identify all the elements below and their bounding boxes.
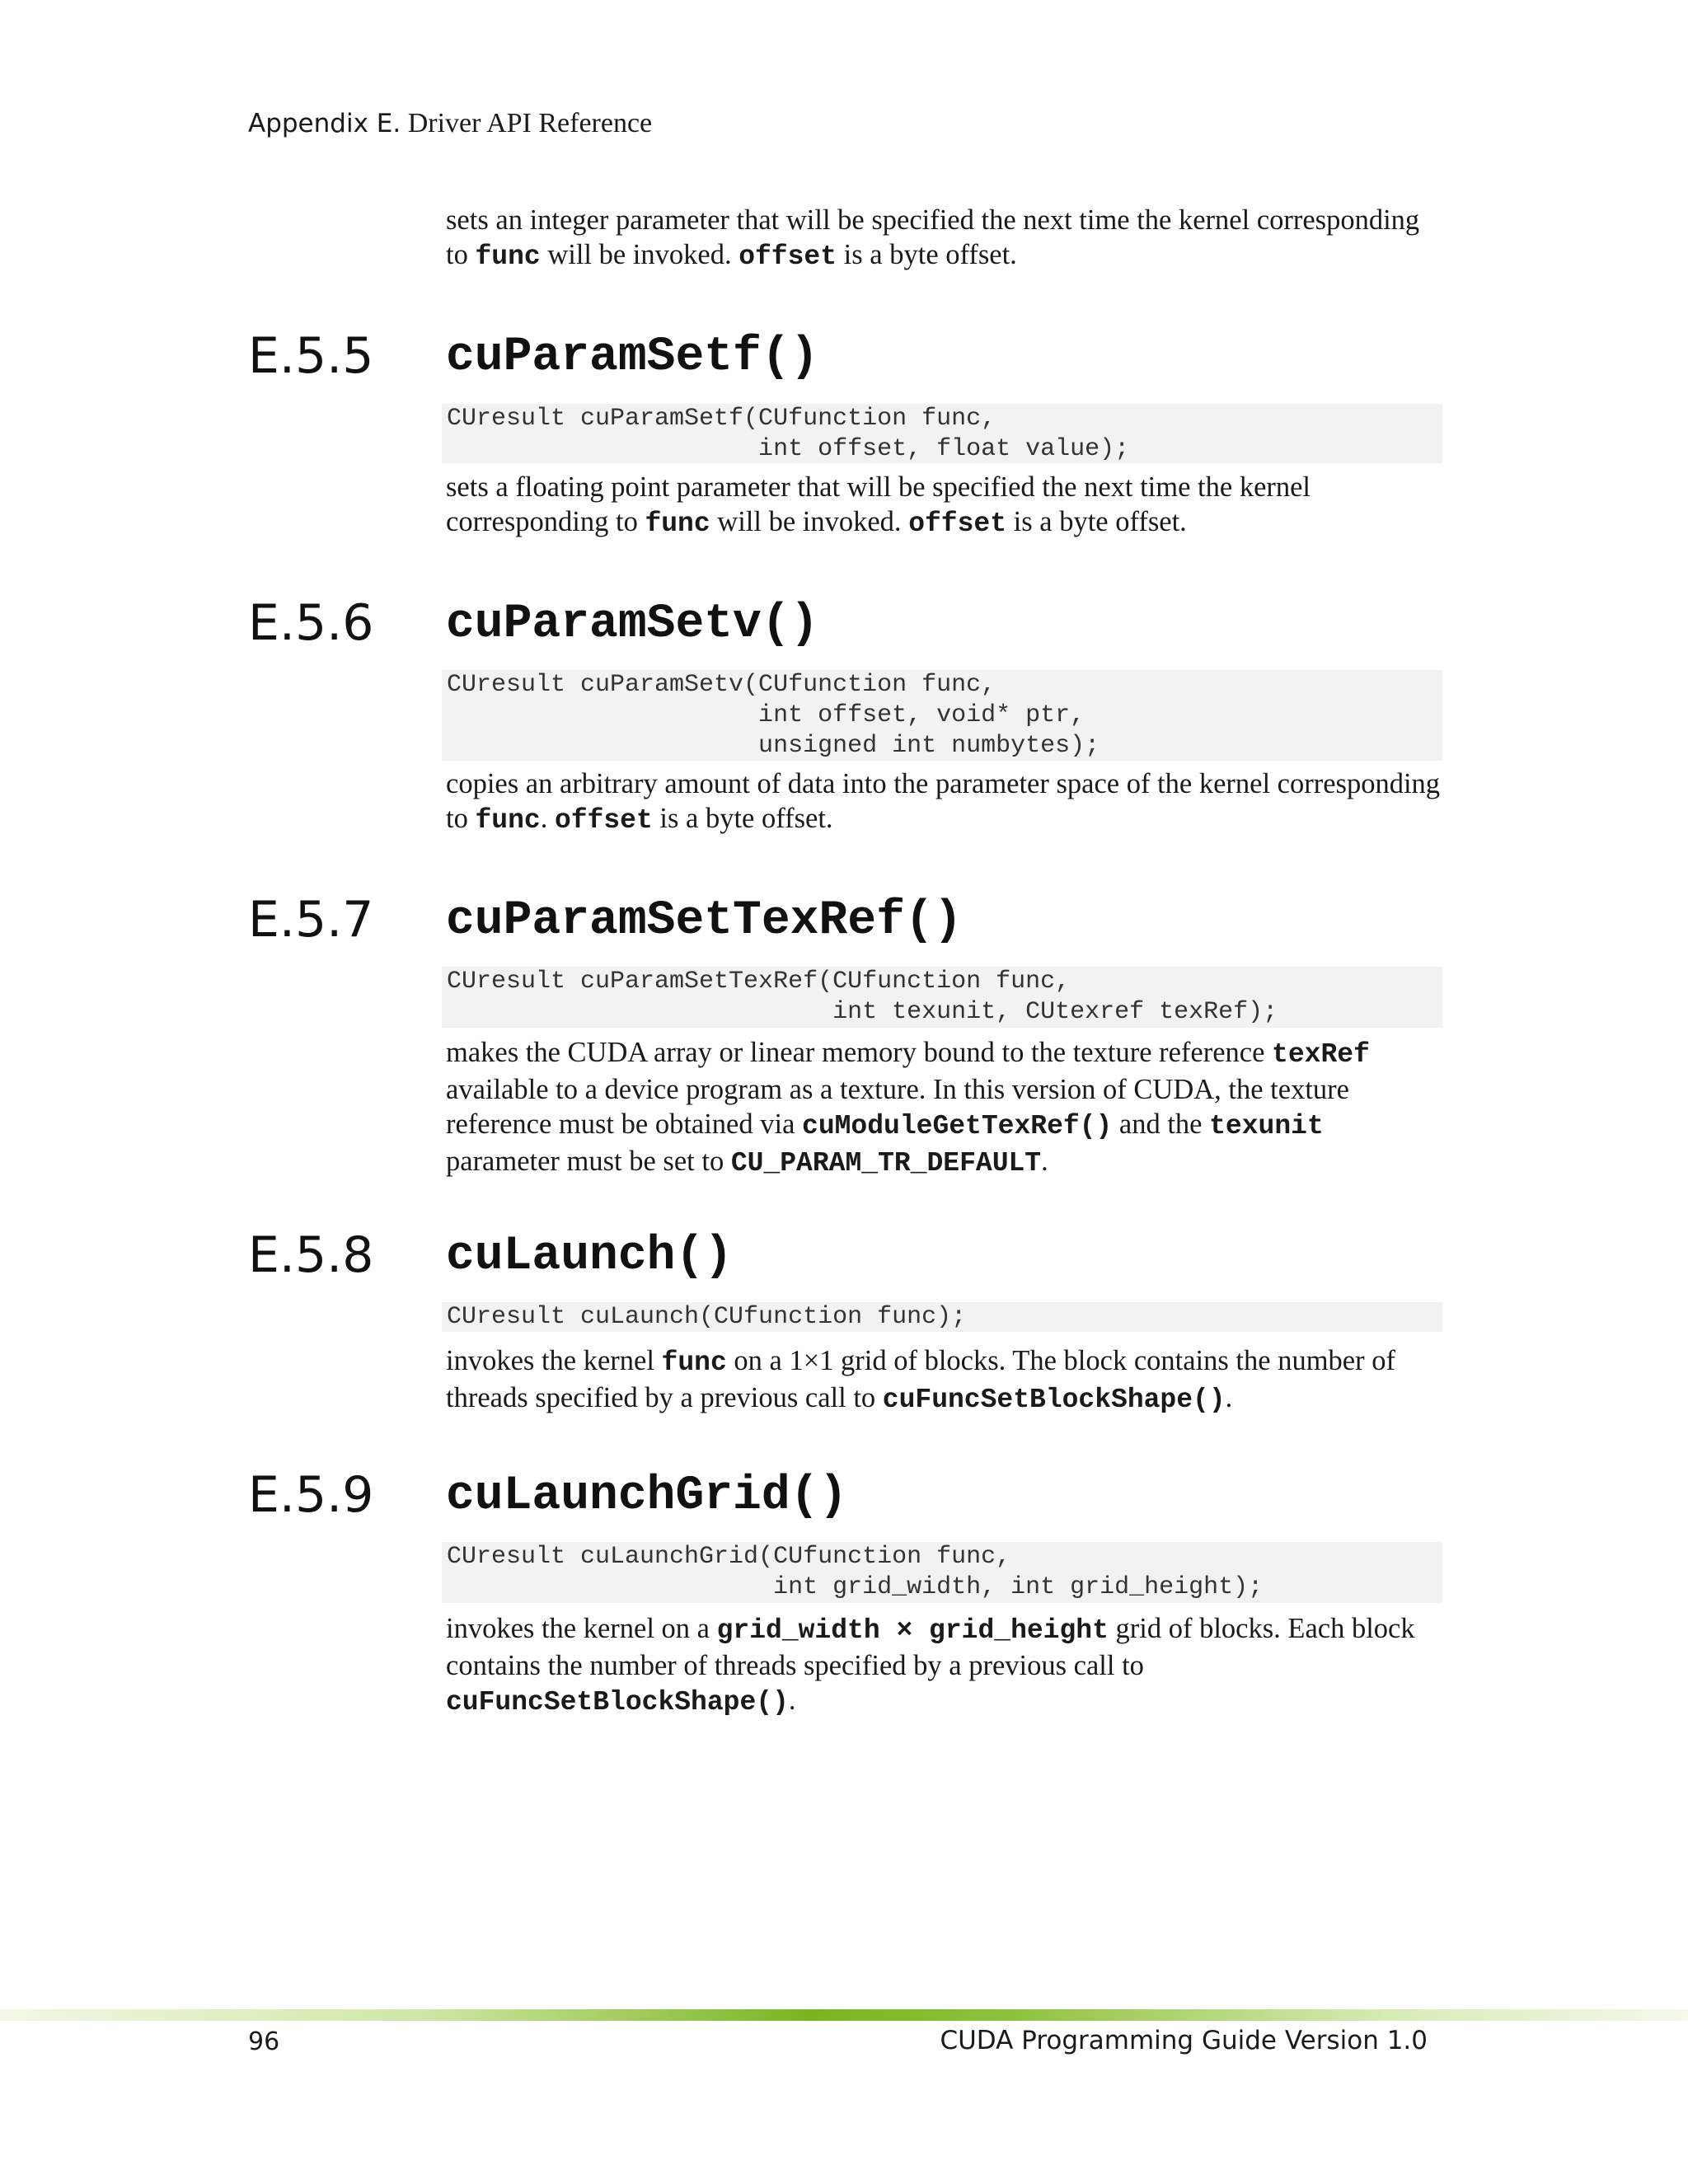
text-run: .	[540, 803, 555, 834]
section-description	[446, 1343, 1443, 1418]
section-title: cuParamSetv()	[446, 598, 819, 651]
inline-code: CU_PARAM_TR_DEFAULT	[730, 1148, 1042, 1179]
section-title: cuLaunch()	[446, 1230, 734, 1283]
text-run: is a byte offset.	[837, 239, 1017, 270]
text-run: .	[788, 1685, 796, 1716]
header-prefix: Appendix E.	[248, 109, 401, 138]
section-number: E.5.5	[248, 327, 374, 385]
inline-code: offset	[908, 509, 1007, 539]
text-run: is a byte offset.	[1006, 506, 1187, 537]
section-number: E.5.9	[248, 1466, 374, 1524]
section-description	[446, 1611, 1443, 1720]
inline-code: func	[475, 241, 541, 272]
running-header	[248, 105, 652, 142]
inline-code: cuModuleGetTexRef()	[802, 1111, 1113, 1141]
text-run: makes the CUDA array or linear memory bound to the texture reference	[446, 1037, 1273, 1068]
text-run: copies an arbitrary amount of data into the parameter space of the kernel corresponding to	[446, 768, 1441, 834]
code-line: unsigned int numbytes);	[447, 732, 1100, 760]
inline-code: grid_width × grid_height	[716, 1615, 1109, 1646]
code-line: int grid_width, int grid_height);	[447, 1573, 1264, 1601]
inline-code: cuFuncSetBlockShape()	[882, 1385, 1226, 1415]
section-description	[446, 766, 1443, 838]
section-number: E.5.7	[248, 891, 374, 949]
text-run: grid of blocks. Each block contains the number of threads specified by a previous call to	[446, 1613, 1415, 1681]
inline-code: func	[475, 805, 541, 836]
inline-code: texRef	[1272, 1039, 1370, 1070]
code-line: CUresult cuParamSetv(CUfunction func,	[447, 671, 996, 699]
code-block	[442, 1302, 1442, 1332]
text-run: parameter must be set to	[446, 1146, 731, 1177]
section-number: E.5.8	[248, 1226, 374, 1284]
section-description	[446, 470, 1443, 541]
code-line: CUresult cuLaunchGrid(CUfunction func,	[447, 1543, 1011, 1571]
inline-code: offset	[554, 805, 653, 836]
text-run: available to a device program as a texture. In this version of CUDA, the texture reference must be obtained via	[446, 1074, 1349, 1140]
code-line: int offset, void* ptr,	[447, 701, 1085, 729]
section-title: cuParamSetTexRef()	[446, 894, 963, 948]
section-description	[446, 1035, 1443, 1181]
inline-code: texunit	[1209, 1111, 1324, 1141]
footer-guide-title: CUDA Programming Guide Version 1.0	[940, 2026, 1428, 2055]
inline-code: cuFuncSetBlockShape()	[446, 1687, 789, 1718]
intro-paragraph	[446, 203, 1443, 274]
page-number: 96	[248, 2027, 280, 2056]
text-run: is a byte offset.	[652, 803, 833, 834]
text-run: .	[1041, 1146, 1048, 1177]
code-line: CUresult cuParamSetf(CUfunction func,	[447, 405, 996, 433]
section-number: E.5.6	[248, 594, 374, 652]
code-line: CUresult cuLaunch(CUfunction func);	[447, 1303, 967, 1331]
text-run: sets an integer parameter that will be specified the next time the kernel corresponding to	[446, 204, 1420, 270]
text-run: and the	[1112, 1108, 1210, 1140]
text-run: invokes the kernel	[446, 1345, 662, 1376]
code-line: int offset, float value);	[447, 435, 1130, 463]
text-run: invokes the kernel on a	[446, 1613, 717, 1644]
code-block	[442, 1542, 1442, 1603]
code-line: CUresult cuParamSetTexRef(CUfunction func,	[447, 968, 1071, 996]
inline-code: offset	[738, 241, 837, 272]
text-run: .	[1225, 1382, 1233, 1413]
code-line: int texunit, CUtexref texRef);	[447, 998, 1278, 1026]
text-run: will be invoked.	[540, 239, 739, 270]
footer-accent-bar	[0, 2009, 1688, 2021]
code-block	[442, 404, 1442, 463]
text-run: sets a floating point parameter that will be specified the next time the kernel corresponding to	[446, 471, 1311, 537]
header-title: Driver API Reference	[407, 108, 653, 138]
inline-code: func	[645, 509, 710, 539]
code-block	[442, 967, 1442, 1028]
section-title: cuParamSetf()	[446, 330, 819, 384]
code-block	[442, 670, 1442, 761]
text-run: will be invoked.	[710, 506, 909, 537]
section-title: cuLaunchGrid()	[446, 1469, 848, 1523]
inline-code: func	[661, 1347, 727, 1378]
text-run: on a 1×1 grid of blocks. The block contains the number of threads specified by a previous call to	[446, 1345, 1395, 1413]
